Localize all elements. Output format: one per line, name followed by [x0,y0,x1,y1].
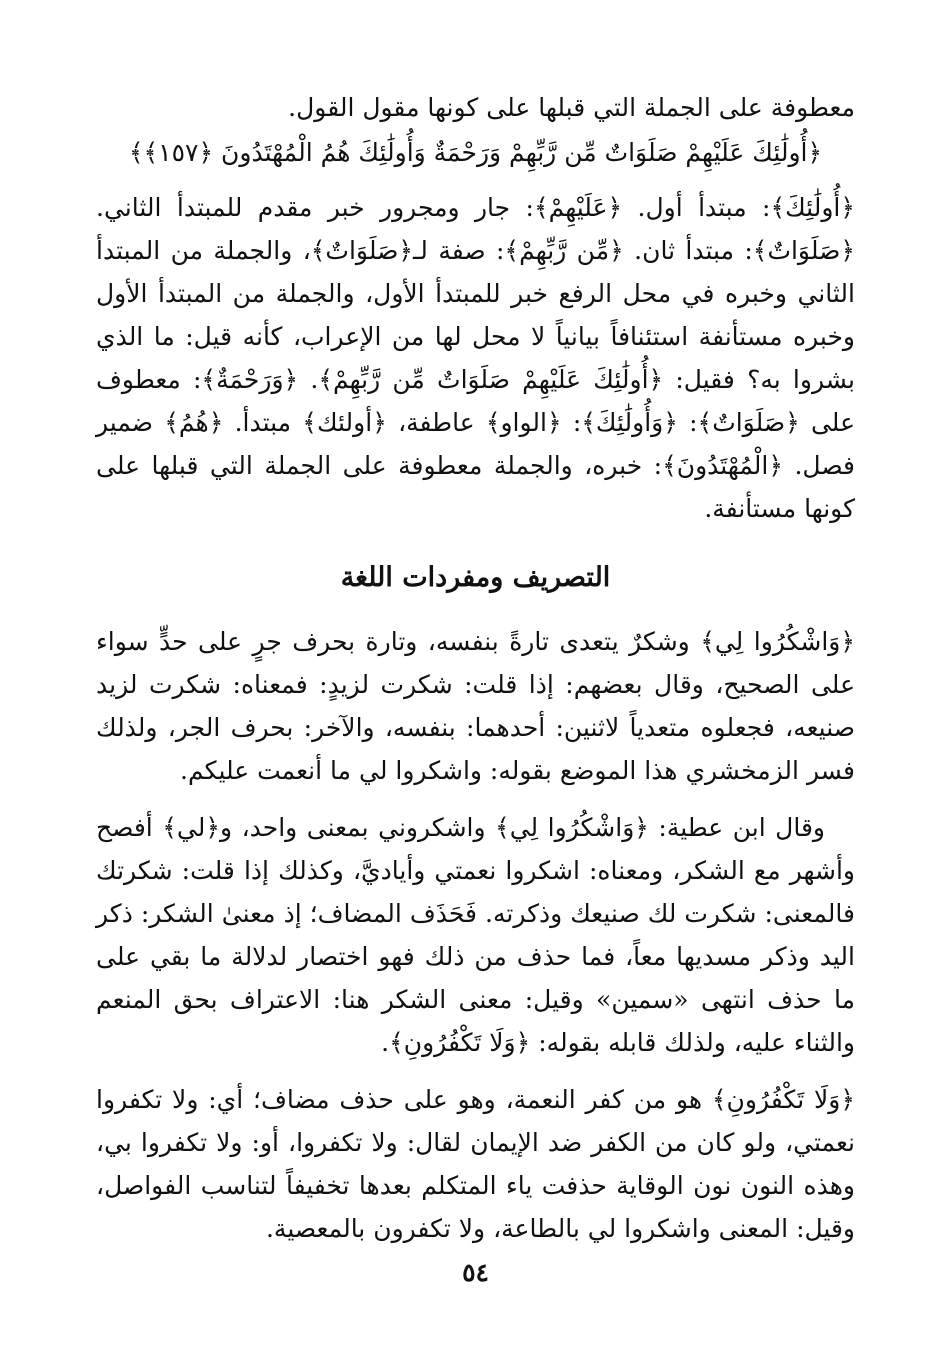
body-paragraph-3: ﴿وَلَا تَكْفُرُونِ﴾ هو من كفر النعمة، وهو على حذف مضاف؛ أي: ولا تكفروا نعمتي، ولو كان من الكفر ضد الإيمان لقال: ولا تكفروا، أو: ولا تكفروا بي، وهذه النون نون الوقاية حذفت ياء المتكلم بعدها تخفيفاً لتناسب الفواصل، وقيل: المعنى واشكروا لي بالطاعة، ولا تكفرون بالمعصية. [96,1085,855,1243]
continuation-paragraph: معطوفة على الجملة التي قبلها على كونها مقول القول. [288,93,855,122]
section-heading: التصريف ومفردات اللغة [340,562,611,593]
page-number: ٥٤ [462,1258,489,1287]
paragraph-gap [96,1064,855,1078]
body-paragraph-1: ﴿وَاشْكُرُوا لِي﴾ وشكرٌ يتعدى تارةً بنفسه، وتارة بحرف جرٍ على حدٍّ سواء على الصحيح، وقال بعضهم: إذا قلت: شكرت لزيدٍ: فمعناه: شكرت لزيد صنيعه، فجعلوه متعدياً لاثنين: أحدهما: بنفسه، والآخر: بحرف الجر، ولذلك فسر الزمخشري هذا الموضع بقوله: واشكروا لي ما أنعمت عليكم. [96,627,855,785]
body-paragraph-2: وقال ابن عطية: ﴿وَاشْكُرُوا لِي﴾ واشكروني بمعنى واحد، و﴿لي﴾ أفصح وأشهر مع الشكر، ومعناه: اشكروا نعمتي وأياديَّ، وكذلك إذا قلت: شكرتك فالمعنى: شكرت لك صنيعك وذكرته. فَحَذَف المضاف؛ إذ معنىٰ الشكر: ذكر اليد وذكر مسديها معاً، فما حذف من ذلك فهو اختصار لدلالة ما بقي على ما حذف انتهى «سمين» وقيل: معنى الشكر هنا: الاعتراف بحق المنعم والثناء عليه، ولذلك قابله بقوله: ﴿وَلَا تَكْفُرُونِ﴾. [96,813,855,1057]
quran-verse: ﴿أُولَٰئِكَ عَلَيْهِمْ صَلَوَاتٌ مِّن رَّبِّهِمْ وَرَحْمَةٌ وَأُولَٰئِكَ هُمُ الْمُهْتَدُونَ ﴿١٥٧﴾﴾ [128,138,823,167]
paragraph-gap [96,792,855,806]
grammar-paragraph: ﴿أُولَٰئِكَ﴾: مبتدأ أول. ﴿عَلَيْهِمْ﴾: جار ومجرور خبر مقدم للمبتدأ الثاني. ﴿صَلَوَاتٌ﴾: مبتدأ ثان. ﴿مِّن رَّبِّهِمْ﴾: صفة لـ﴿صَلَوَاتٌ﴾، والجملة من المبتدأ الثاني وخبره في محل الرفع خبر للمبتدأ الأول، والجملة من المبتدأ الأول وخبره مستأنفة استئنافاً بيانياً لا محل لها من الإعراب، كأنه قيل: ما الذي بشروا به؟ فقيل: ﴿أُولَٰئِكَ عَلَيْهِمْ صَلَوَاتٌ مِّن رَّبِّهِمْ﴾. ﴿وَرَحْمَةٌ﴾: معطوف على ﴿صَلَوَاتٌ﴾: ﴿وَأُولَٰئِكَ﴾: ﴿الواو﴾ عاطفة، ﴿أولئك﴾ مبتدأ. ﴿هُمُ﴾ ضمير فصل. ﴿الْمُهْتَدُونَ﴾: خبره، والجملة معطوفة على الجملة التي قبلها على كونها مستأنفة. [96,193,855,523]
